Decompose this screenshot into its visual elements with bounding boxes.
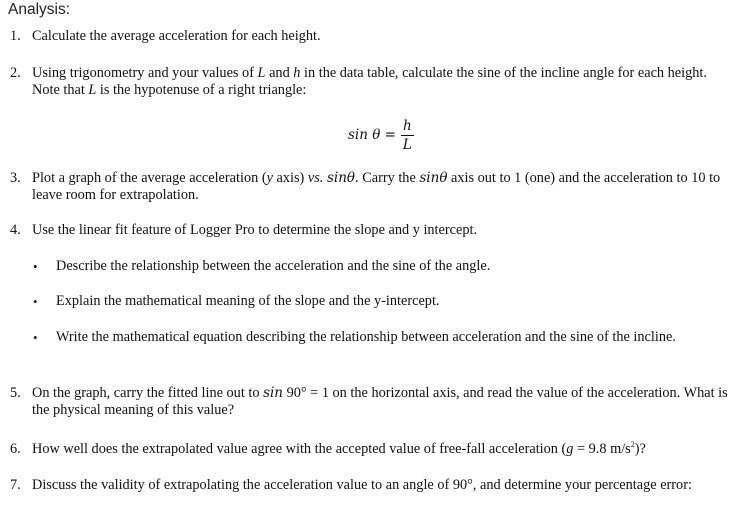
question-text: Calculate the average acceleration for each height. — [32, 28, 321, 44]
question-number: 4. — [10, 222, 21, 238]
bullet-item — [33, 258, 723, 275]
formula-denominator: L — [402, 136, 412, 153]
versus-text: vs. — [307, 170, 324, 186]
question-3 — [10, 170, 730, 204]
text-run: . Carry the — [355, 170, 420, 186]
question-5 — [10, 385, 730, 419]
exponent: 2 — [630, 440, 635, 450]
question-number: 3. — [10, 170, 21, 186]
formula-lhs: sin θ = — [348, 126, 396, 143]
question-2 — [10, 65, 730, 99]
bullet-dot-icon: • — [33, 259, 38, 274]
text-run: and — [265, 65, 294, 81]
bullet-text: Describe the relationship between the acceleration and the sine of the angle. — [56, 258, 491, 274]
question-text — [32, 65, 732, 99]
text-run: Using trigonometry and your values of — [32, 65, 258, 81]
text-run: On the graph, carry the fitted line out to — [32, 385, 264, 401]
text-run: is the hypotenuse of a right triangle: — [96, 82, 307, 98]
question-4 — [10, 222, 730, 239]
question-text — [32, 385, 732, 419]
bullet-text: Explain the mathematical meaning of the slope and the y-intercept. — [56, 293, 440, 309]
bullet-dot-icon: • — [33, 330, 38, 345]
text-run: Plot a graph of the average acceleration ( — [32, 170, 267, 186]
bullet-text: Write the mathematical equation describing the relationship between acceleration and the sine of the incline. — [56, 329, 676, 345]
bullet-item — [33, 293, 723, 310]
bullet-dot-icon: • — [33, 294, 38, 309]
variable-L: L — [257, 65, 266, 81]
question-1 — [10, 28, 730, 45]
question-7 — [10, 477, 730, 494]
sine-theta-math: sinθ — [326, 170, 356, 186]
question-text — [32, 170, 732, 204]
formula-numerator: h — [402, 117, 412, 134]
variable-g: g — [566, 441, 574, 457]
variable-h: h — [293, 65, 301, 81]
variable-L: L — [88, 82, 97, 98]
text-run: in the data table, calculate the sine of the incline angle for each height. Note that — [32, 65, 707, 98]
question-text — [32, 441, 732, 458]
text-run: axis out to 1 (one) and the acceleration to 10 to leave room for extrapolation. — [32, 170, 721, 203]
question-number: 5. — [10, 385, 21, 401]
question-text: Use the linear fit feature of Logger Pro to determine the slope and y intercept. — [32, 222, 478, 238]
question-number: 7. — [10, 477, 21, 493]
variable-y: y — [266, 170, 273, 186]
analysis-heading: Analysis: — [8, 1, 71, 18]
sine-theta-math: sinθ — [419, 170, 448, 186]
bullet-item — [33, 329, 723, 346]
text-run: How well does the extrapolated value agree with the accepted value of free-fall acceleration ( — [32, 441, 567, 457]
text-run: axis) — [272, 170, 308, 186]
sine-formula — [348, 115, 414, 155]
formula-fraction — [401, 118, 414, 153]
question-6 — [10, 441, 730, 458]
question-text: Discuss the validity of extrapolating the acceleration value to an angle of 90°, and determine your percentage error: — [32, 477, 692, 493]
question-number: 1. — [10, 28, 21, 44]
text-run: )? — [634, 441, 646, 457]
sine-math: sin — [263, 385, 284, 401]
text-run: 90° = 1 on the horizontal axis, and read the value of the acceleration. What is the physical meaning of this value? — [32, 385, 728, 418]
question-number: 2. — [10, 65, 21, 81]
text-run: = 9.8 m/s — [573, 441, 631, 457]
question-number: 6. — [10, 441, 21, 457]
